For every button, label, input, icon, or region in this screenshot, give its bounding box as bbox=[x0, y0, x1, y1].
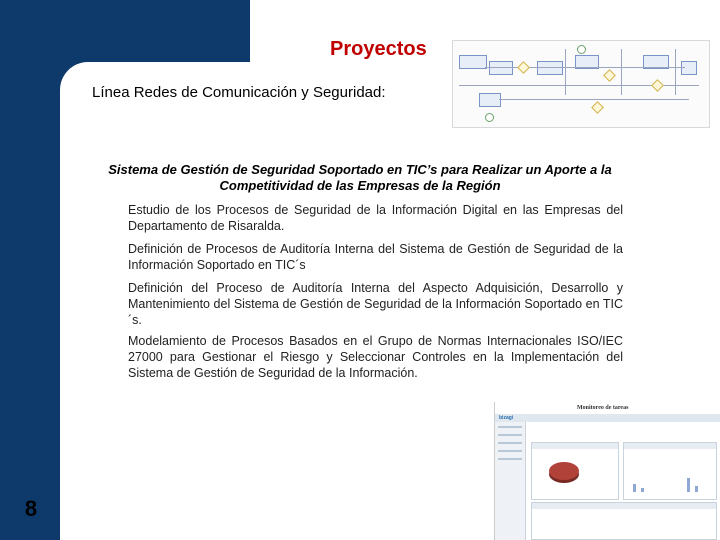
left-navy-bar bbox=[0, 0, 60, 540]
slide-number: 8 bbox=[24, 496, 38, 521]
process-diagram-image bbox=[452, 40, 710, 128]
section-heading: Sistema de Gestión de Seguridad Soportado en TIC’s para Realizar un Aporte a la Competitividad de las Empresas de la Región bbox=[108, 162, 612, 193]
screenshot-title: Monitoreo de tareas bbox=[577, 405, 629, 411]
slide-subtitle: Línea Redes de Comunicación y Seguridad: bbox=[92, 84, 386, 101]
top-navy-band bbox=[60, 0, 250, 62]
slide-title: Proyectos bbox=[330, 38, 427, 60]
paragraph: Modelamiento de Procesos Basados en el Grupo de Normas Internacionales ISO/IEC 27000 para Gestionar el Riesgo y Seleccionar Controles en la Implementación del Sistema de Gestión de Seguridad de la Información. bbox=[128, 334, 623, 380]
screenshot-logo: bizagi bbox=[499, 415, 514, 421]
task-monitor-screenshot bbox=[494, 402, 720, 540]
paragraph: Definición de Procesos de Auditoría Interna del Sistema de Gestión de Seguridad de la Información Soportado en TIC´s bbox=[128, 242, 623, 272]
rounded-corner-decoration bbox=[60, 62, 88, 90]
paragraph: Definición del Proceso de Auditoría Interna del Aspecto Adquisición, Desarrollo y Mantenimiento del Sistema de Gestión de Seguridad de la Información Soportado en TIC´s. bbox=[128, 281, 623, 327]
paragraph: Estudio de los Procesos de Seguridad de la Información Digital en las Empresas del Departamento de Risaralda. bbox=[128, 203, 623, 233]
